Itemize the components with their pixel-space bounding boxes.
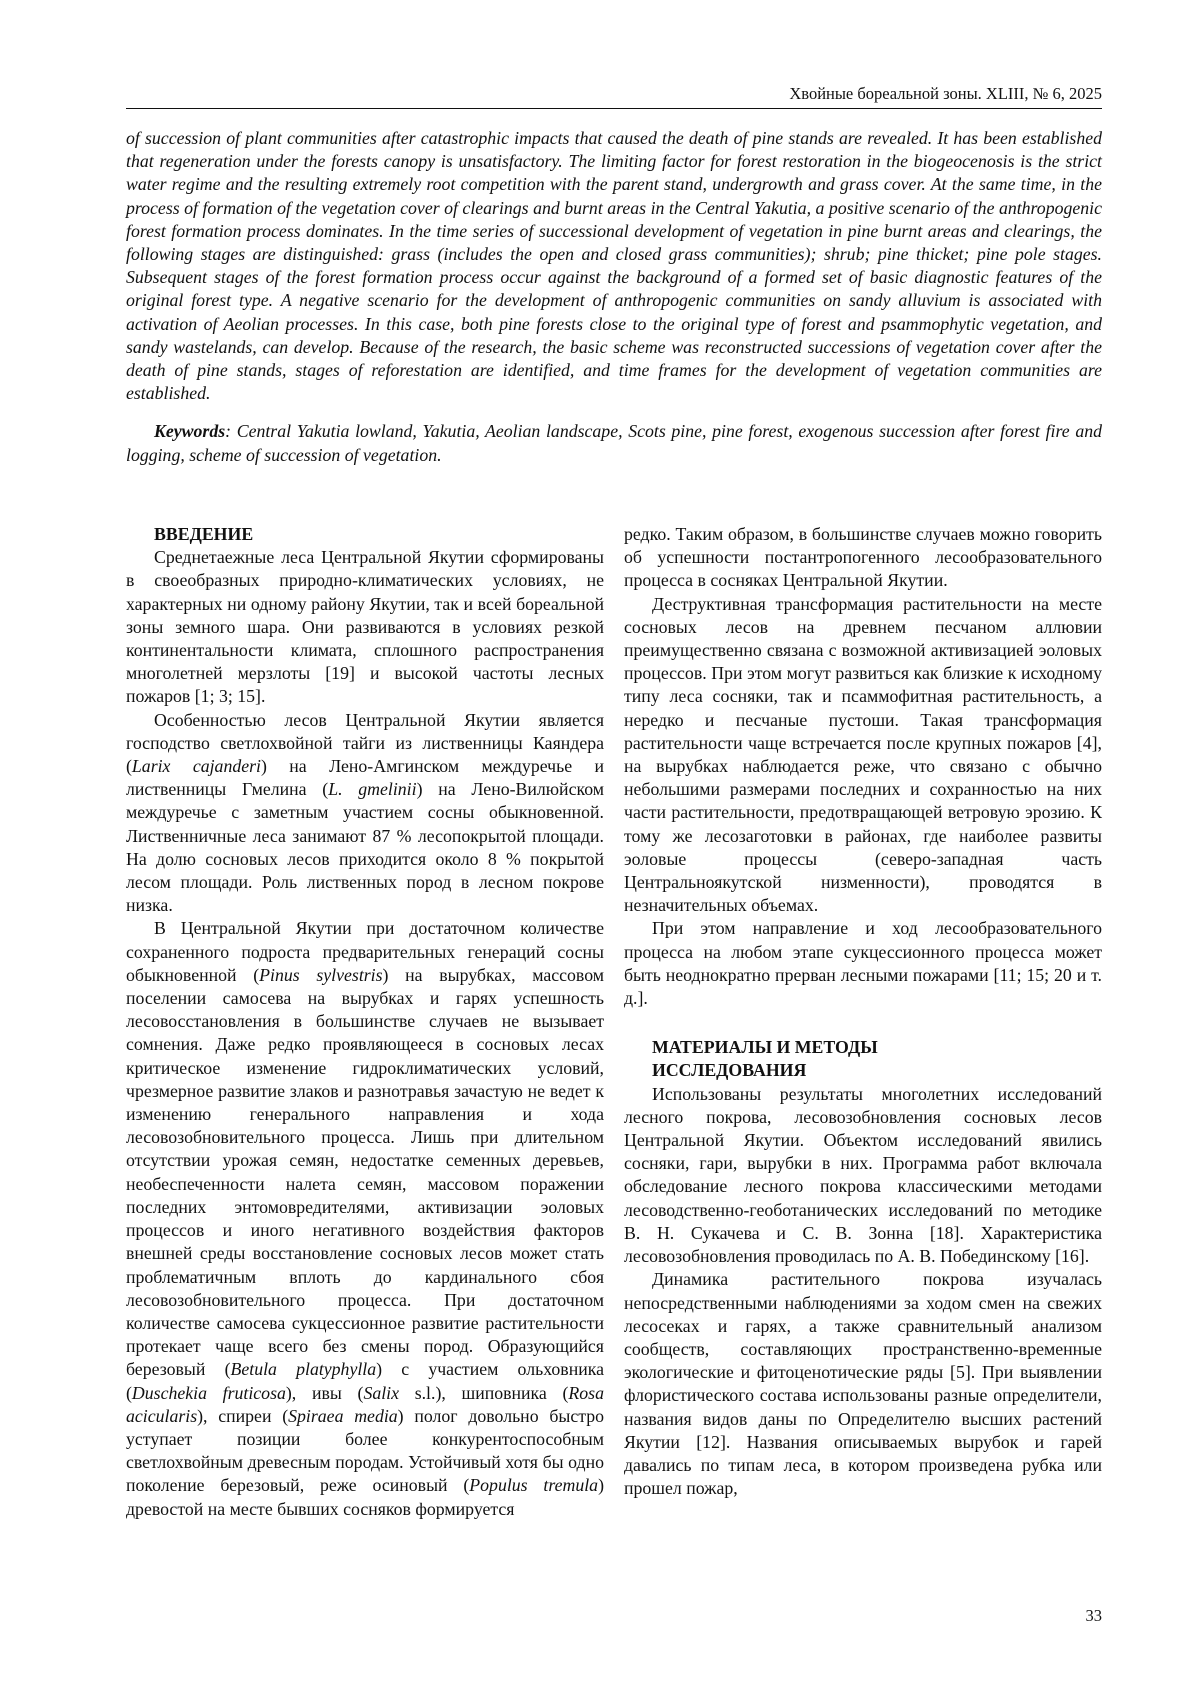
- paragraph: [126, 917, 604, 1520]
- text-run: Особенностью лесов Центральной Якутии является господство светлохвойной тайги из лиственницы Каяндера (: [126, 709, 604, 777]
- species-name: Spiraea media: [288, 1405, 398, 1426]
- species-name: Salix: [363, 1382, 399, 1403]
- species-name: Pinus sylvestris: [259, 964, 383, 985]
- text-run: ), спиреи (: [197, 1405, 289, 1426]
- left-column: [126, 523, 604, 1521]
- text-run: ) полог довольно быстро уступает позиции более конкурентоспособным светлохвойным древесным породам. Устойчивый хотя бы одно поколение березовый, реже осиновый (: [126, 1405, 604, 1496]
- section-heading-introduction: ВВЕДЕНИЕ: [154, 524, 254, 544]
- text-run: ) на Лено-Вилюйском междуречье с заметным участием сосны обыкновенной. Лиственничные леса занимают 87 % лесопокрытой площади. На долю сосновых лесов приходится около 8 % покрытой лесом площади. Роль лиственных пород в лесном покрове низка.: [126, 779, 605, 916]
- species-name: Betula platyphylla: [230, 1359, 377, 1380]
- text-run: s.l.), шиповника (: [399, 1382, 569, 1403]
- running-header: Хвойные бореальной зоны. XLIII, № 6, 2025: [789, 84, 1102, 103]
- heading-line: МАТЕРИАЛЫ И МЕТОДЫ: [652, 1037, 878, 1058]
- species-name: Populus tremula: [469, 1475, 599, 1496]
- paragraph: Использованы результаты многолетних исследований лесного покрова, лесовозобновления сосновых лесов Центральной Якутии. Объектом исследований явились сосняки, гари, вырубки в них. Программа работ включала обследование лесного покрова классическими методами лесоводственно-геоботанических исследований по методике В. Н. Сукачева и С. В. Зонна [18]. Характеристика лесовозобновления проводилась по А. В. Побединскому [16].: [624, 1083, 1102, 1267]
- paragraph: Динамика растительного покрова изучалась непосредственными наблюдениями за ходом смен на свежих лесосеках и гарях, а также сравнительный анализом сообществ, составляющих пространственно-временные экологические и фитоценотические ряды [5]. При выявлении флористического состава использованы разные определители, названия видов даны по Определителю высших растений Якутии [12]. Названия описываемых вырубок и гарей давались по типам леса, в котором произведена рубка или прошел пожар,: [624, 1269, 1102, 1499]
- species-name: Rosa acicularis: [126, 1382, 604, 1426]
- paragraph: [126, 709, 604, 918]
- paragraph: При этом направление и ход лесообразовательного процесса на любом этапе сукцессионного процесса может быть неоднократно прерван лесными пожарами [11; 15; 20 и т. д.].: [624, 918, 1102, 1009]
- text-run: ) на вырубках, массовом поселении самосева на вырубках и гарях успешность лесовосстановления в большинстве случаев не вызывает сомнения. Даже редко проявляющееся в сосновых лесах критическое изменение гидроклиматических условий, чрезмерное развитие злаков и разнотравья зачастую не ведет к изменению генерального направления и хода лесовозобновительного процесса. Лишь при длительном отсутствии урожая семян, недостатке семенных деревьев, необеспеченности налета семян, массовом поражении последних энтомовредителями, активизации эоловых процессов и иного негативного воздействия факторов внешней среды восстановление сосновых лесов может стать проблематичным вплоть до кардинального сбоя лесовозобновительного процесса. При достаточном количестве самосева сукцессионное развитие растительности протекает чаще всего без смены пород. Образующийся березовый (: [126, 964, 605, 1380]
- species-name: L. gmelinii: [328, 779, 417, 800]
- header-rule: [126, 108, 1102, 109]
- paragraph: Среднетаежные леса Центральной Якутии сформированы в своеобразных природно-климатических условиях, не характерных ни одному району Якутии, так и всей бореальной зоны земного шара. Они развиваются в условиях резкой континентальности климата, сплошного распространения многолетней мерзлоты [19] и высокой частоты лесных пожаров [1; 3; 15].: [126, 547, 604, 707]
- species-name: Duschekia fruticosa: [131, 1382, 286, 1403]
- abstract: [126, 127, 1102, 467]
- text-run: ) древостой на месте бывших сосняков формируется: [126, 1475, 604, 1519]
- text-run: ), ивы (: [285, 1382, 364, 1403]
- section-heading-methods: [624, 1036, 1102, 1082]
- text-run: ) с участием ольховника (: [126, 1359, 604, 1403]
- species-name: Larix cajanderi: [131, 756, 261, 777]
- heading-line: ИССЛЕДОВАНИЯ: [652, 1060, 807, 1081]
- page-number: 33: [1085, 1606, 1102, 1625]
- keywords-label: Keywords: [154, 421, 226, 442]
- paragraph: Деструктивная трансформация растительности на месте сосновых лесов на древнем песчаном аллювии преимущественно связана с возможной активизацией эоловых процессов. При этом могут развиться как близкие к исходному типу леса сосняки, так и псаммофитная растительность, а нередко и песчаные пустоши. Такая трансформация растительности чаще встречается после крупных пожаров [4], на вырубках наблюдается реже, что связано с обычно небольшими размерами последних и сохранностью на них части растительности, предотвращающей ветровую эрозию. К тому же лесозаготовки в районах, где наиболее развиты эоловые процессы (северо-западная часть Центральноякутской низменности), проводятся в незначительных объемах.: [624, 593, 1102, 916]
- text-run: В Центральной Якутии при достаточном количестве сохраненного подроста предварительных генераций сосны обыкновенной (: [126, 918, 604, 985]
- keywords: [126, 420, 1102, 466]
- keywords-text: : Central Yakutia lowland, Yakutia, Aeolian landscape, Scots pine, pine forest, exogenous succession after forest fire and logging, scheme of succession of vegetation.: [126, 421, 1102, 465]
- right-column: [624, 523, 1102, 1500]
- paragraph: редко. Таким образом, в большинстве случаев можно говорить об успешности постантропогенного лесообразовательного процесса в сосняках Центральной Якутии.: [624, 524, 1102, 591]
- text-run: ) на Лено-Амгинском междуречье и лиственницы Гмелина (: [126, 756, 604, 800]
- abstract-text: of succession of plant communities after catastrophic impacts that caused the death of pine stands are revealed. It has been established that regeneration under the forests canopy is unsatisfactory. The limiting factor for forest restoration in the biogeocenosis is the strict water regime and the resulting extremely root competition with the parent stand, undergrowth and grass cover. At the same time, in the process of formation of the vegetation cover of clearings and burnt areas in the Central Yakutia, a positive scenario of the anthropogenic forest formation process dominates. In the time series of successional development of vegetation in pine burnt areas and clearings, the following stages are distinguished: grass (includes the open and closed grass communities); shrub; pine thicket; pine pole stages. Subsequent stages of the forest formation process occur against the background of a formed set of basic diagnostic features of the original forest type. A negative scenario for the development of anthropogenic communities on sandy alluvium is associated with activation of Aeolian processes. In this case, both pine forests close to the original type of forest and psammophytic vegetation, and sandy wastelands, can develop. Because of the research, the basic scheme was reconstructed successions of vegetation cover after the death of pine stands, stages of reforestation are identified, and time frames for the development of vegetation communities are established.: [126, 128, 1102, 404]
